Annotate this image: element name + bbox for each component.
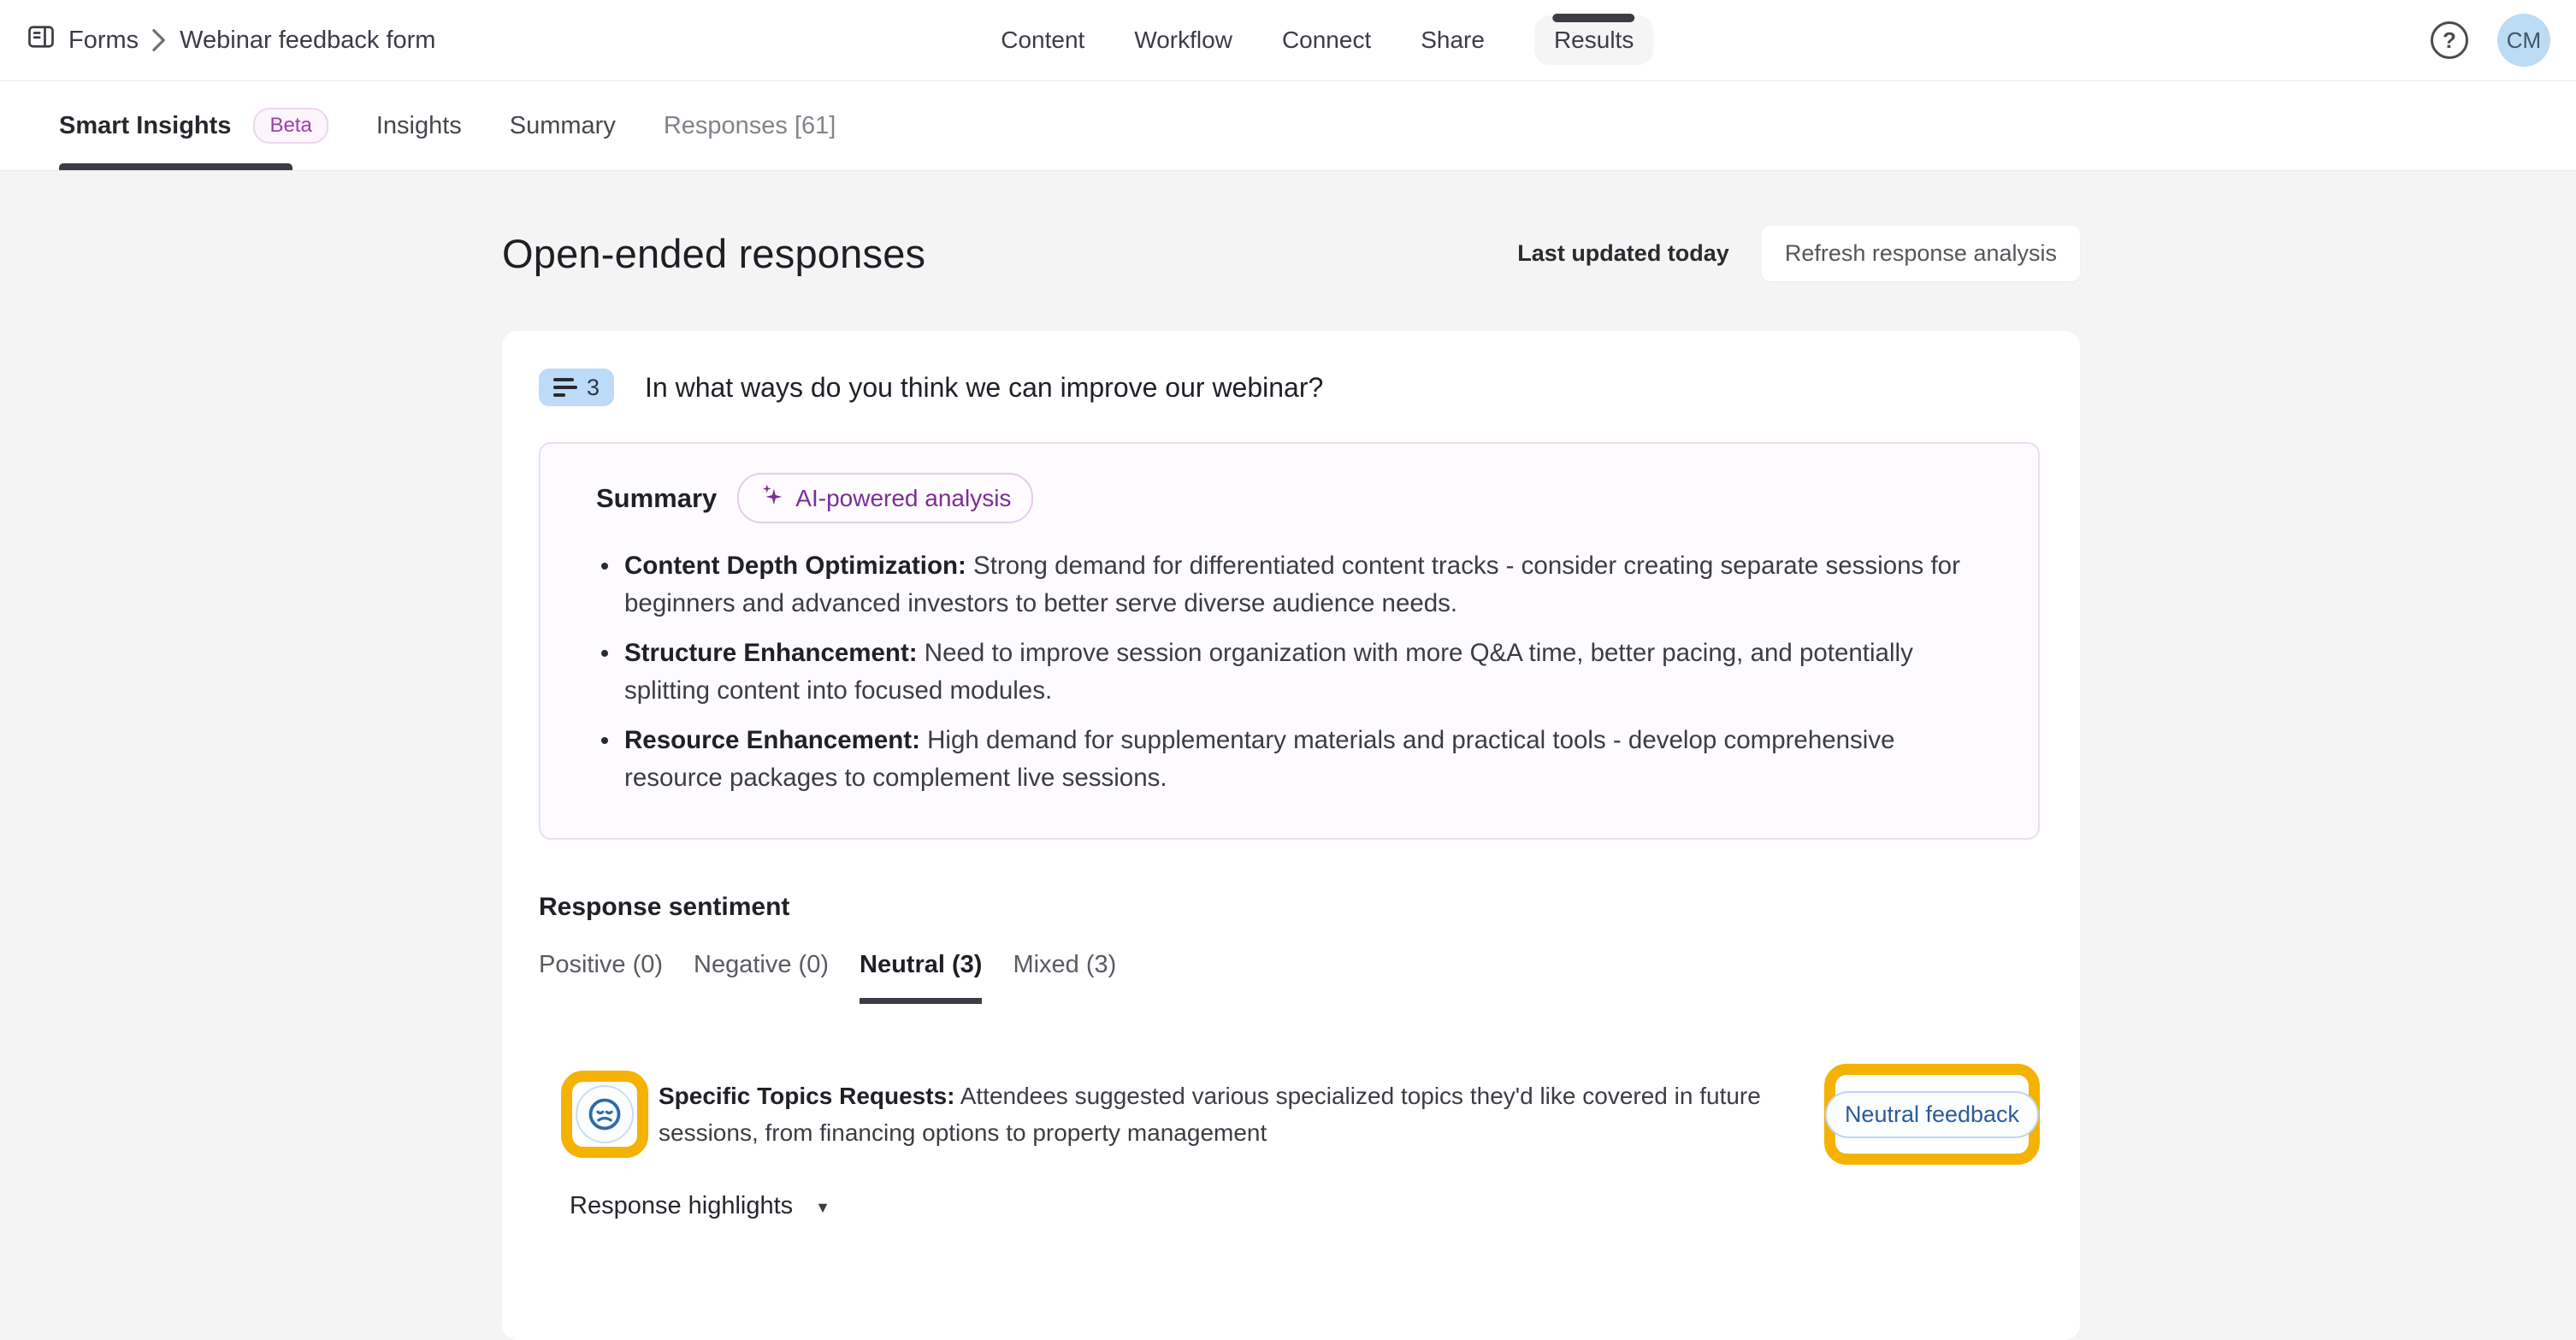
tab-responses[interactable]: Responses [61] [663,111,836,139]
top-header [0,0,2576,81]
tab-insights[interactable]: Insights [375,111,462,139]
nav-content[interactable]: Content [1001,27,1085,53]
sentiment-tab-mixed[interactable]: Mixed (3) [1013,951,1117,978]
top-nav [1001,0,1653,80]
tab-smart-insights[interactable] [59,108,328,144]
help-icon[interactable]: ? [2431,21,2468,59]
question-row [539,369,2040,406]
tab-smart-insights-label: Smart Insights [59,111,232,139]
breadcrumb-root-label: Forms [68,26,139,54]
sentiment-tabs [539,951,2040,1004]
sentiment-tab-negative[interactable]: Negative (0) [694,951,830,978]
sentiment-tab-neutral[interactable]: Neutral (3) [860,951,982,1004]
active-nav-indicator [1553,14,1635,22]
breadcrumb-current-label: Webinar feedback form [180,26,436,54]
ai-powered-analysis-badge[interactable] [737,473,1033,523]
nav-share[interactable]: Share [1421,27,1485,53]
highlight-box-sentiment-icon[interactable] [561,1071,648,1158]
summary-bullet: Structure Enhancement: Need to improve session organization with more Q&A time, better pacing, and potentially splitting content into focused modules. [596,635,1982,710]
summary-bullet: Content Depth Optimization: Strong demand for differentiated content tracks - consider creating separate sessions for beginners and advanced investors to better serve diverse audience needs. [596,547,1982,623]
nav-connect[interactable]: Connect [1281,27,1372,53]
response-highlights-label: Response highlights [570,1192,794,1219]
neutral-face-icon [585,1095,624,1134]
neutral-feedback-item [561,1064,2040,1165]
results-tabbar [0,81,2576,171]
refresh-response-analysis-button[interactable]: Refresh response analysis [1762,226,2080,281]
nav-results[interactable] [1534,15,1653,65]
response-highlights-toggle[interactable] [570,1192,2040,1220]
question-type-badge[interactable] [539,369,614,406]
feedback-text: Specific Topics Requests: Attendees suggested various specialized topics they'd like covered in future sessions, from financing options to property management [659,1083,1761,1146]
highlight-box-feedback-badge[interactable] [1824,1064,2040,1165]
sentiment-tab-positive[interactable]: Positive (0) [539,951,664,978]
tab-summary[interactable]: Summary [509,111,616,139]
nav-workflow[interactable]: Workflow [1134,27,1232,53]
long-text-icon [553,378,577,397]
breadcrumb [26,21,435,59]
active-tab-underline [59,163,292,170]
neutral-face-circle [576,1085,634,1143]
sparkles-icon [759,482,785,514]
ai-badge-label: AI-powered analysis [795,484,1012,511]
chevron-right-icon [152,28,166,52]
response-sentiment-title: Response sentiment [539,893,790,921]
header-right [2431,14,2550,67]
caret-down-icon: ▼ [815,1199,830,1216]
breadcrumb-forms[interactable] [26,21,139,59]
beta-badge: Beta [253,108,328,144]
last-updated-text: Last updated today [1517,240,1729,266]
question-number: 3 [586,374,600,400]
summary-bullet-list [596,547,1982,797]
main-content [0,171,2576,1340]
page-title: Open-ended responses [502,231,926,276]
page-head [502,226,2080,281]
summary-bullet: Resource Enhancement: High demand for supplementary materials and practical tools - develop comprehensive resource packages to complement live sessions. [596,722,1982,797]
neutral-feedback-badge[interactable]: Neutral feedback [1825,1091,2039,1138]
question-card [502,331,2080,1340]
avatar[interactable]: CM [2497,14,2550,67]
form-icon [26,21,56,59]
summary-title: Summary [596,482,718,513]
ai-summary-box [539,442,2040,840]
nav-results-label: Results [1553,27,1634,53]
question-text: In what ways do you think we can improve our webinar? [645,371,1324,403]
